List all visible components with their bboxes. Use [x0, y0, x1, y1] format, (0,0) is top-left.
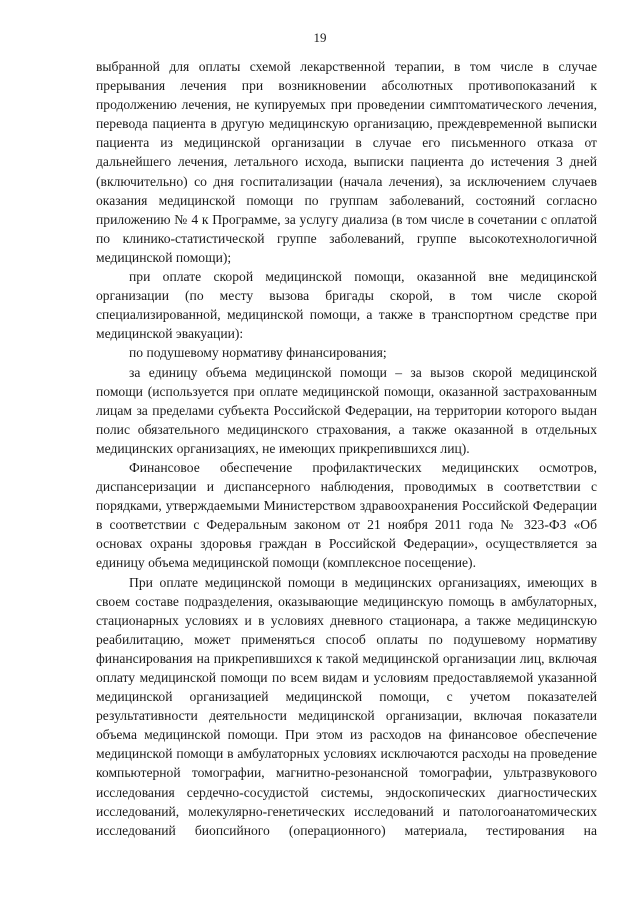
page-number: 19 — [313, 30, 327, 45]
paragraph-per-call: за единицу объема медицинской помощи – за вызов скорой медицинской помощи (используется при оплате медицинской помощи, оказанной застрахованным лицам за пределами субъекта Российской Федерации, на территории которого выдан полис обязательного медицинского страхования, а также оказанной в отдельных медицинских организациях, не имеющих прикрепившихся лиц). — [96, 364, 597, 456]
paragraph-preventive-exams: Финансовое обеспечение профилактических медицинских осмотров, диспансеризации и диспансерного наблюдения, проводимых в соответствии с порядками, утверждаемыми Министерством здравоохранения Российской Федерации в соответствии с Федеральным законом от 21 ноября 2011 года № 323-ФЗ «Об основах охраны здоровья граждан в Российской Федерации», осуществляется за единицу объема медицинской помощи (комплексное посещение). — [96, 459, 597, 571]
paragraph-per-capita: по подушевому нормативу финансирования; — [129, 345, 387, 361]
paragraph-ambulance-payment: при оплате скорой медицинской помощи, оказанной вне медицинской организации (по месту вызова бригады скорой, в том числе скорой специализированной, медицинской помощи, а также в транспортном средстве при медицинской эвакуации): — [96, 269, 597, 342]
body-text — [96, 57, 597, 840]
paragraph-multi-unit-payment: При оплате медицинской помощи в медицинских организациях, имеющих в своем составе подразделения, оказывающие медицинскую помощь в амбулаторных, стационарных условиях и в условиях дневного стационара, а также медицинскую реабилитацию, может применяться способ оплаты по подушевому нормативу финансирования на прикрепившихся к такой медицинской организации лиц, включая оплату медицинской помощи по всем видам и условиям предоставляемой указанной медицинской организацией медицинской помощи, с учетом показателей результативности деятельности медицинской организации, включая показатели объема медицинской помощи. При этом из расходов на финансовое обеспечение медицинской помощи в амбулаторных условиях исключаются расходы на проведение компьютерной томографии, магнитно-резонансной томографии, ультразвукового исследования сердечно-сосудистой системы, эндоскопических диагностических исследований, молекулярно-генетических исследований и патологоанатомических исследований биопсийного (операционного) материала, тестирования на — [96, 574, 597, 838]
paragraph-continuation: выбранной для оплаты схемой лекарственной терапии, в том числе в случае прерывания лечения при возникновении абсолютных противопоказаний к продолжению лечения, не купируемых при проведении симптоматического лечения, перевода пациента в другую медицинскую организацию, преждевременной выписки пациента из медицинской организации в случае его письменного отказа от дальнейшего лечения, летального исхода, выписки пациента до истечения 3 дней (включительно) со дня госпитализации (начала лечения), за исключением случаев оказания медицинской помощи по группам заболеваний, состояний согласно приложению № 4 к Программе, за услугу диализа (в том числе в сочетании с оплатой по клинико-статистической группе заболеваний, группе высокотехнологичной медицинской помощи); — [96, 59, 597, 265]
